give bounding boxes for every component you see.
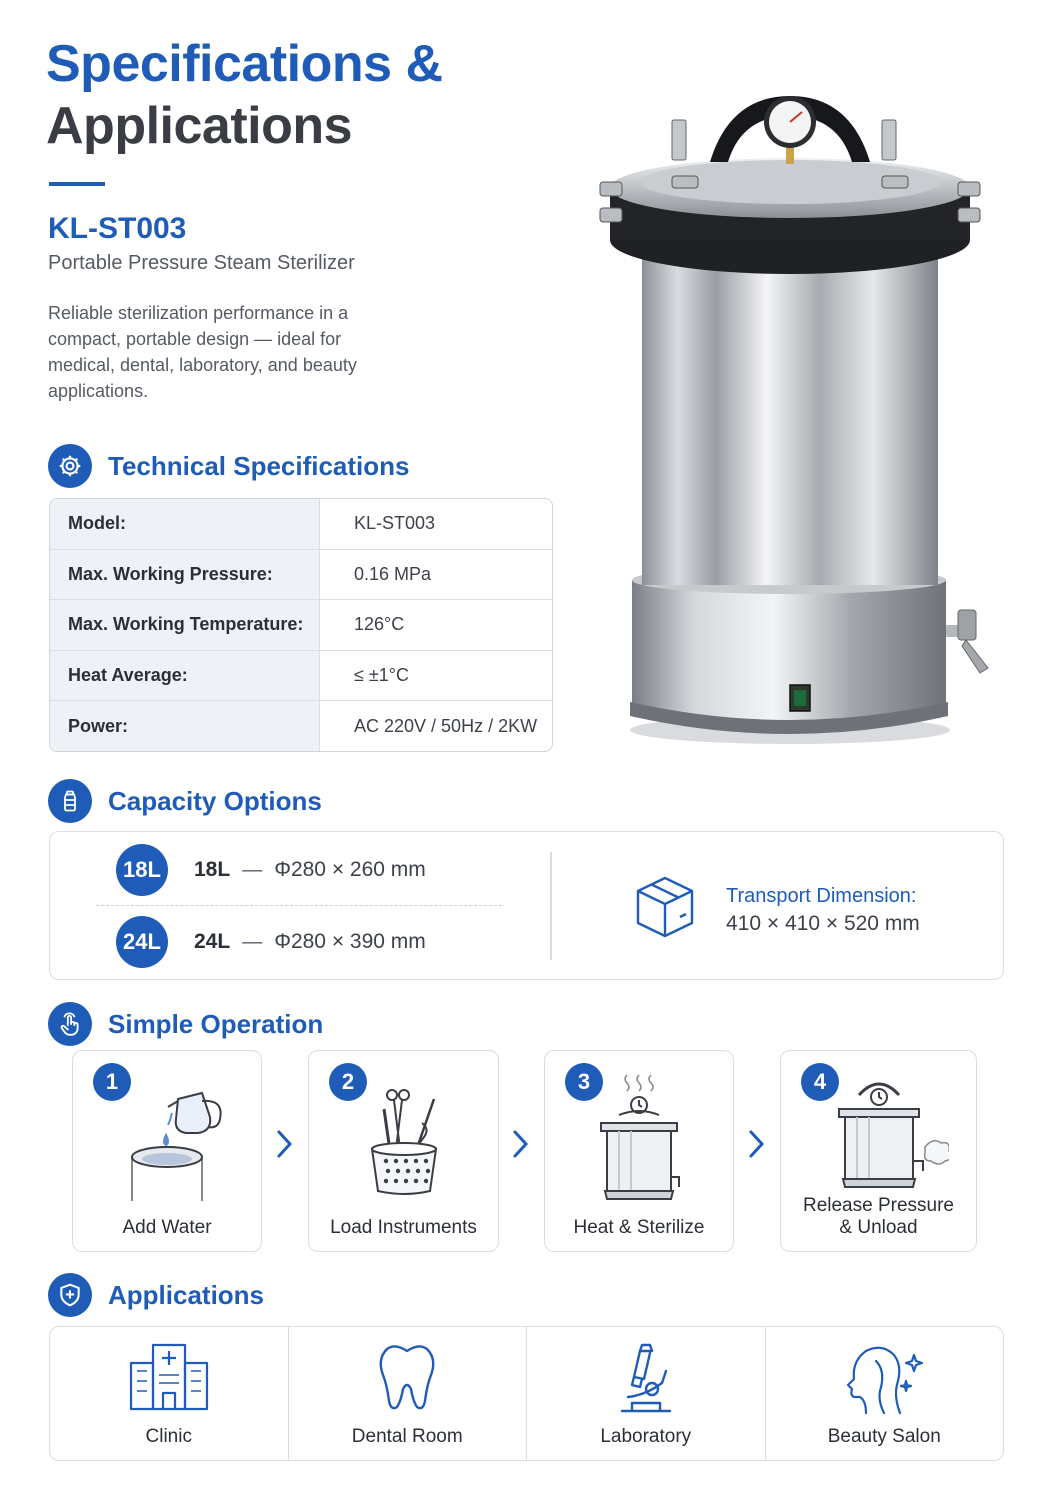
sterilizer-heating-icon bbox=[545, 1069, 733, 1209]
application-item bbox=[289, 1327, 528, 1460]
spec-label: Max. Working Pressure: bbox=[50, 550, 320, 600]
capacity-header bbox=[48, 779, 322, 823]
capacity-divider bbox=[96, 905, 502, 906]
application-label: Dental Room bbox=[351, 1426, 463, 1447]
step-card bbox=[544, 1050, 734, 1252]
step-label-line2: & Unload bbox=[839, 1217, 918, 1238]
step-number: 2 bbox=[329, 1063, 367, 1101]
spec-table bbox=[49, 498, 553, 752]
capacity-dims: Φ280 × 390 mm bbox=[274, 930, 426, 953]
capacity-title: Capacity Options bbox=[108, 785, 322, 816]
product-description: Reliable sterilization performance in a compact, portable design — ideal for medical, dental, laboratory, and beauty applications. bbox=[48, 303, 357, 401]
product-image bbox=[590, 90, 1010, 765]
application-item bbox=[527, 1327, 766, 1460]
step-number: 3 bbox=[565, 1063, 603, 1101]
transport-label: Transport Dimension: bbox=[726, 884, 917, 907]
jar-icon bbox=[48, 779, 92, 823]
capacity-badge: 24L bbox=[116, 916, 168, 968]
spec-value: 0.16 MPa bbox=[354, 563, 432, 584]
capacity-size: 24L bbox=[194, 930, 231, 953]
transport-dimension bbox=[634, 874, 920, 945]
spec-value: KL-ST003 bbox=[354, 513, 436, 534]
capacity-dash: — bbox=[242, 858, 263, 881]
spec-row bbox=[50, 550, 552, 601]
capacity-size: 18L bbox=[194, 858, 231, 881]
capacity-badge: 18L bbox=[116, 844, 168, 896]
spec-label: Power: bbox=[50, 701, 320, 752]
instrument-basket-icon bbox=[309, 1069, 498, 1209]
application-item bbox=[50, 1327, 289, 1460]
step-label: Heat & Sterilize bbox=[573, 1217, 705, 1238]
operation-title: Simple Operation bbox=[108, 1008, 324, 1039]
shield-plus-icon bbox=[48, 1273, 92, 1317]
spec-value: ≤ ±1°C bbox=[354, 665, 409, 686]
transport-value: 410 × 410 × 520 mm bbox=[726, 911, 920, 935]
capacity-option bbox=[116, 916, 426, 968]
chevron-right-icon bbox=[274, 1126, 296, 1167]
step-card bbox=[780, 1050, 977, 1252]
gear-icon bbox=[48, 444, 92, 488]
capacity-box bbox=[49, 831, 1004, 980]
page-title-line1: Specifications & bbox=[46, 35, 443, 93]
chevron-right-icon bbox=[510, 1126, 532, 1167]
pitcher-pour-icon bbox=[73, 1069, 261, 1209]
capacity-dims: Φ280 × 260 mm bbox=[274, 858, 426, 881]
spec-label: Model: bbox=[50, 499, 320, 549]
tech-specs-header bbox=[48, 444, 410, 488]
spec-value: 126°C bbox=[354, 614, 405, 635]
hospital-icon bbox=[50, 1341, 288, 1413]
spec-row bbox=[50, 499, 552, 550]
step-card bbox=[72, 1050, 262, 1252]
step-label: Load Instruments bbox=[330, 1217, 477, 1238]
step-card bbox=[308, 1050, 499, 1252]
operation-header bbox=[48, 1002, 323, 1046]
application-label: Laboratory bbox=[600, 1426, 692, 1447]
capacity-vertical-divider bbox=[550, 852, 552, 960]
applications-title: Applications bbox=[108, 1279, 265, 1310]
tooth-icon bbox=[289, 1341, 527, 1413]
applications-header bbox=[48, 1273, 264, 1317]
hand-pointer-icon bbox=[48, 1002, 92, 1046]
spec-label: Heat Average: bbox=[50, 651, 320, 701]
step-number: 4 bbox=[801, 1063, 839, 1101]
step-number: 1 bbox=[93, 1063, 131, 1101]
applications-grid bbox=[49, 1326, 1004, 1461]
step-label: Add Water bbox=[122, 1217, 212, 1238]
spec-label: Max. Working Temperature: bbox=[50, 600, 320, 650]
tech-specs-title: Technical Specifications bbox=[108, 450, 410, 481]
application-item bbox=[766, 1327, 1004, 1460]
page-title-line2: Applications bbox=[46, 97, 353, 155]
face-sparkle-icon bbox=[766, 1341, 1004, 1417]
spec-row bbox=[50, 701, 552, 752]
chevron-right-icon bbox=[746, 1126, 768, 1167]
box-icon bbox=[634, 874, 696, 945]
microscope-icon bbox=[527, 1341, 765, 1417]
product-subtitle: Portable Pressure Steam Sterilizer bbox=[48, 252, 355, 274]
capacity-dash: — bbox=[242, 930, 263, 953]
spec-row bbox=[50, 651, 552, 702]
title-underline bbox=[49, 182, 105, 186]
sterilizer-release-icon bbox=[781, 1069, 976, 1199]
capacity-option bbox=[116, 844, 426, 896]
step-label-line1: Release Pressure bbox=[802, 1195, 955, 1216]
application-label: Clinic bbox=[145, 1426, 192, 1447]
model-code: KL-ST003 bbox=[48, 212, 187, 245]
application-label: Beauty Salon bbox=[827, 1426, 941, 1447]
spec-row bbox=[50, 600, 552, 651]
spec-value: AC 220V / 50Hz / 2KW bbox=[354, 716, 538, 737]
step-label bbox=[781, 1195, 976, 1239]
